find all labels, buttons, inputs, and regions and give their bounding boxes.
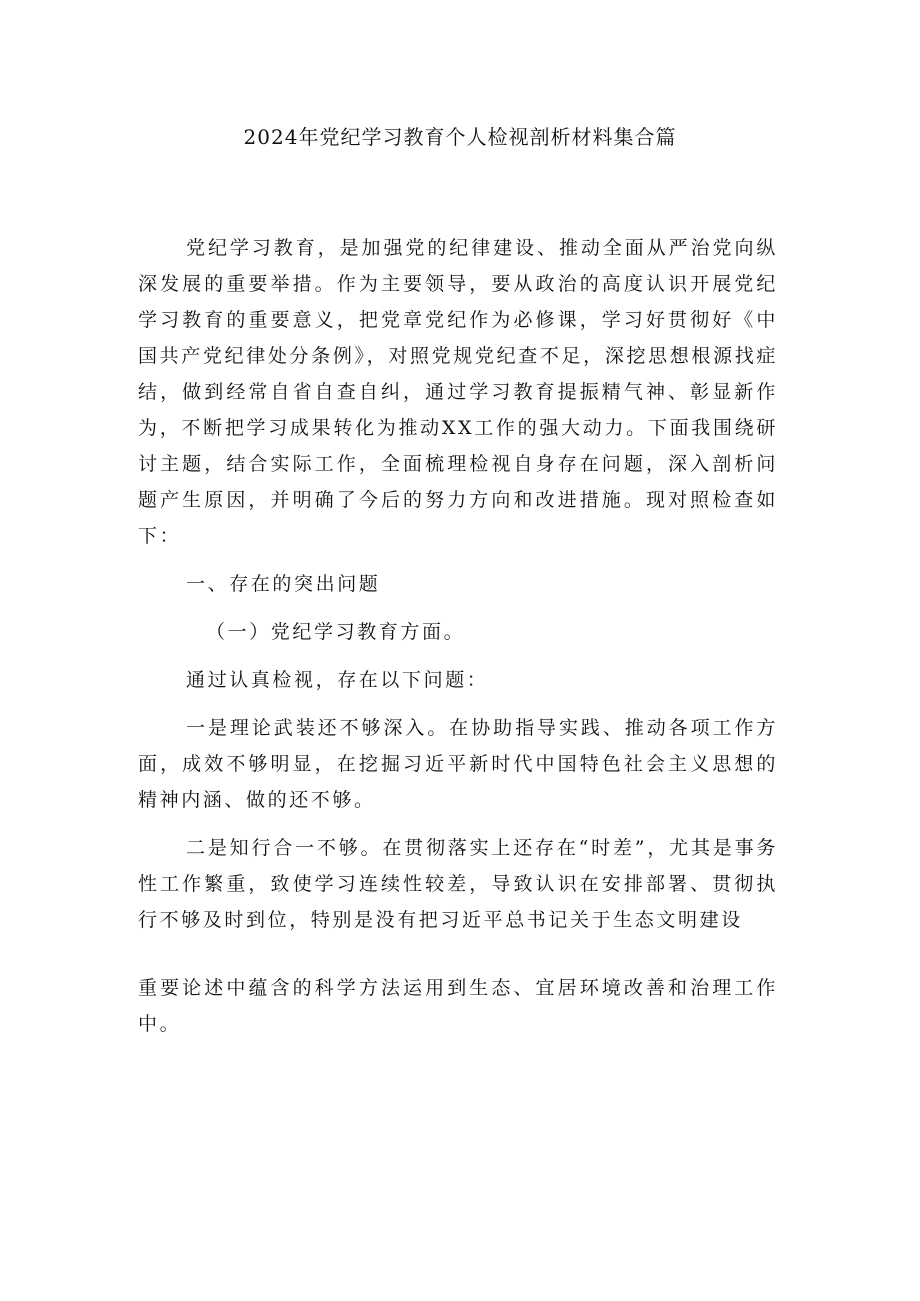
document-body <box>138 230 778 1042</box>
subsection-heading: （一）党纪学习教育方面。 <box>206 621 466 643</box>
point-one-paragraph: 一是理论武装还不够深入。在协助指导实践、推动各项工作方面，成效不够明显，在挖掘习近平新时代中国特色社会主义思想的精神内涵、做的还不够。 <box>138 717 778 811</box>
section-heading: 一、存在的突出问题 <box>186 573 381 595</box>
continuation-paragraph: 重要论述中蕴含的科学方法运用到生态、宜居环境改善和治理工作中。 <box>138 977 778 1035</box>
document-title: 2024年党纪学习教育个人检视剖析材料集合篇 <box>243 125 677 149</box>
intro-paragraph: 党纪学习教育，是加强党的纪律建设、推动全面从严治党向纵深发展的重要举措。作为主要领导，要从政治的高度认识开展党纪学习教育的重要意义，把党章党纪作为必修课，学习好贯彻好《中国共产党纪律处分条例》，对照党规党纪查不足，深挖思想根源找症结，做到经常自省自查自纠，通过学习教育提振精气神、彰显新作为，不断把学习成果转化为推动XX工作的强大动力。下面我围绕研讨主题，结合实际工作，全面梳理检视自身存在问题，深入剖析问题产生原因，并明确了今后的努力方向和改进措施。现对照检查如下： <box>138 237 778 547</box>
point-two-paragraph: 二是知行合一不够。在贯彻落实上还存在“时差”，尤其是事务性工作繁重，致使学习连续性较差，导致认识在安排部署、贯彻执行不够及时到位，特别是没有把习近平总书记关于生态文明建设 <box>138 837 778 931</box>
lead-in-paragraph: 通过认真检视，存在以下问题： <box>186 669 489 691</box>
